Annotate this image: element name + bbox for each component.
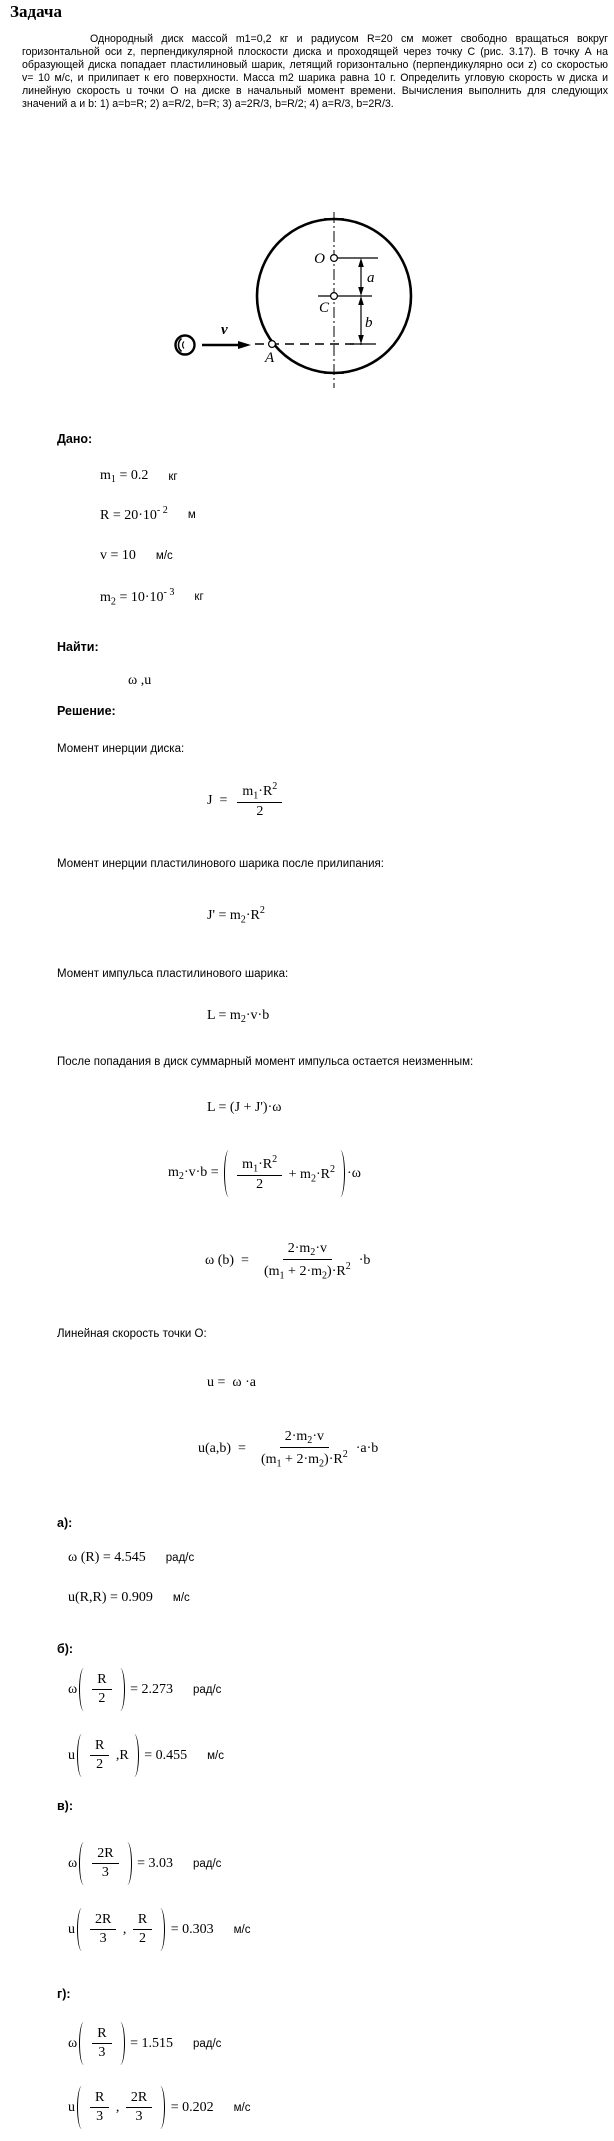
- plasticine-ball: [176, 336, 195, 355]
- formula-disk-inertia: J = $\frac{m_1\cdot R^2}{2}$: [207, 780, 285, 821]
- given-r-line: [100, 505, 196, 524]
- figure-3-17: [105, 162, 445, 397]
- find-expression-line: [128, 673, 151, 689]
- formula-angular-momentum: $L = m_2\cdot v\cdot b$: [207, 1008, 270, 1026]
- result-b-u-unit: м/с: [207, 1749, 224, 1762]
- given-m1-line: [100, 468, 178, 485]
- step3-label: Момент импульса пластилинового шарика:: [57, 968, 289, 980]
- point-a: [264, 341, 275, 366]
- formula-conservation-expanded: $m_2\cdot v\cdot b$ = $m_1\cdot R^2$ 2 + $m_2\cdot R^2$ ·ω: [168, 1150, 361, 1197]
- solution-heading: Решение:: [57, 704, 116, 718]
- step2-label: Момент инерции пластилинового шарика после прилипания:: [57, 858, 384, 870]
- step1-label: Момент инерции диска:: [57, 743, 185, 755]
- given-r-unit: м: [187, 508, 196, 521]
- result-a-u-unit: м/с: [172, 1592, 190, 1604]
- given-m2-line: [100, 587, 204, 607]
- result-g-omega-unit: рад/с: [192, 2037, 222, 2050]
- step4-label: После попадания в диск суммарный момент импульса остается неизменным:: [57, 1056, 474, 1068]
- velocity-arrow: [202, 322, 251, 349]
- result-v-u: u 2R 3 , R 2 = 0.303 м/с: [68, 1908, 250, 1951]
- result-g-u: u R 3 , 2R 3 = 0.202 м/с: [68, 2086, 250, 2129]
- dimension-b: [350, 296, 376, 344]
- label-v: v: [221, 322, 228, 338]
- result-a-omega-unit: рад/с: [165, 1552, 195, 1564]
- given-v-line: [100, 548, 173, 564]
- problem-statement: Однородный диск массой m1=0,2 кг и радиусом R=20 см может свободно вращаться вокруг горизонтальной оси z, перпендикулярной плоскости диска и проходящей через точку C (рис. 3.17). В точку A на образующей диска попадает пластилиновый шарик, летящий горизонтально (перпендикулярно оси z) со скоростью v= 10 м/с, и прилипает к его поверхности. Масса m2 шарика равна 10 г. Определить угловую скорость w диска и линейную скорость u точки O на диске в начальный момент времени. Вычисления выполнить для следующих значений a и b: 1) a=b=R; 2) a=R/2, b=R; 3) a=2R/3, b=R/2; 4) a=R/3, b=2R/3.: [22, 33, 608, 110]
- given-m1-unit: кг: [168, 470, 178, 483]
- formula-ball-inertia: $J' = m_2\cdot R^2$: [207, 905, 265, 926]
- step5-label: Линейная скорость точки O:: [57, 1328, 207, 1340]
- given-v-formula: v = 10: [100, 548, 136, 563]
- result-b-omega: ω R 2 = 2.273 рад/с: [68, 1668, 221, 1711]
- formula-conservation: L = (J + J')·ω: [207, 1100, 282, 1115]
- label-o: O: [314, 251, 325, 267]
- given-m2-formula: $m_2 = 10\cdot 10^{- 3}$: [100, 587, 175, 608]
- case-b-heading: б):: [57, 1642, 74, 1656]
- label-c: C: [318, 300, 329, 316]
- point-o: [314, 251, 378, 267]
- given-heading: Дано:: [57, 432, 93, 446]
- case-v-heading: в):: [57, 1799, 74, 1813]
- result-v-u-unit: м/с: [233, 1923, 251, 1936]
- find-expression: ω ,u: [128, 673, 152, 688]
- result-v-omega-unit: рад/с: [192, 1857, 222, 1870]
- label-point-a: A: [265, 350, 275, 366]
- label-b: b: [365, 315, 373, 331]
- find-heading: Найти:: [57, 640, 99, 654]
- given-m1-formula: $m_1 = 0.2$: [100, 468, 149, 486]
- result-b-omega-unit: рад/с: [192, 1683, 222, 1696]
- given-m2-unit: кг: [194, 591, 204, 604]
- result-b-u: u R 2 ,R = 0.455 м/с: [68, 1734, 224, 1777]
- result-v-omega: ω 2R 3 = 3.03 рад/с: [68, 1842, 221, 1885]
- result-a-u: u(R,R) = 0.909 м/с: [68, 1590, 190, 1605]
- result-a-omega: ω (R) = 4.545 рад/с: [68, 1550, 195, 1565]
- point-c: [318, 293, 372, 316]
- case-a-heading: а):: [57, 1516, 73, 1530]
- label-a: a: [367, 270, 375, 286]
- result-g-omega: ω R 3 = 1.515 рад/с: [68, 2022, 221, 2065]
- given-r-formula: $R = 20\cdot 10^{- 2}$: [100, 505, 168, 524]
- page-title: Задача: [10, 2, 62, 21]
- formula-u-ab: u(a,b) = $\frac{2\cdot m_2\cdot v}{(m_1 + 2\cdot m_2)\cdot R^2}$ ·a·b: [198, 1429, 379, 1470]
- formula-linear-speed: u = ω ·a: [207, 1375, 256, 1390]
- dimension-a: [358, 258, 374, 296]
- result-g-u-unit: м/с: [233, 2101, 251, 2114]
- given-v-unit: м/с: [155, 550, 173, 562]
- case-g-heading: г):: [57, 1987, 71, 2001]
- formula-omega-b: ω (b) = $\frac{2\cdot m_2\cdot v}{(m_1 + 2\cdot m_2)\cdot R^2}$ ·b: [205, 1241, 371, 1282]
